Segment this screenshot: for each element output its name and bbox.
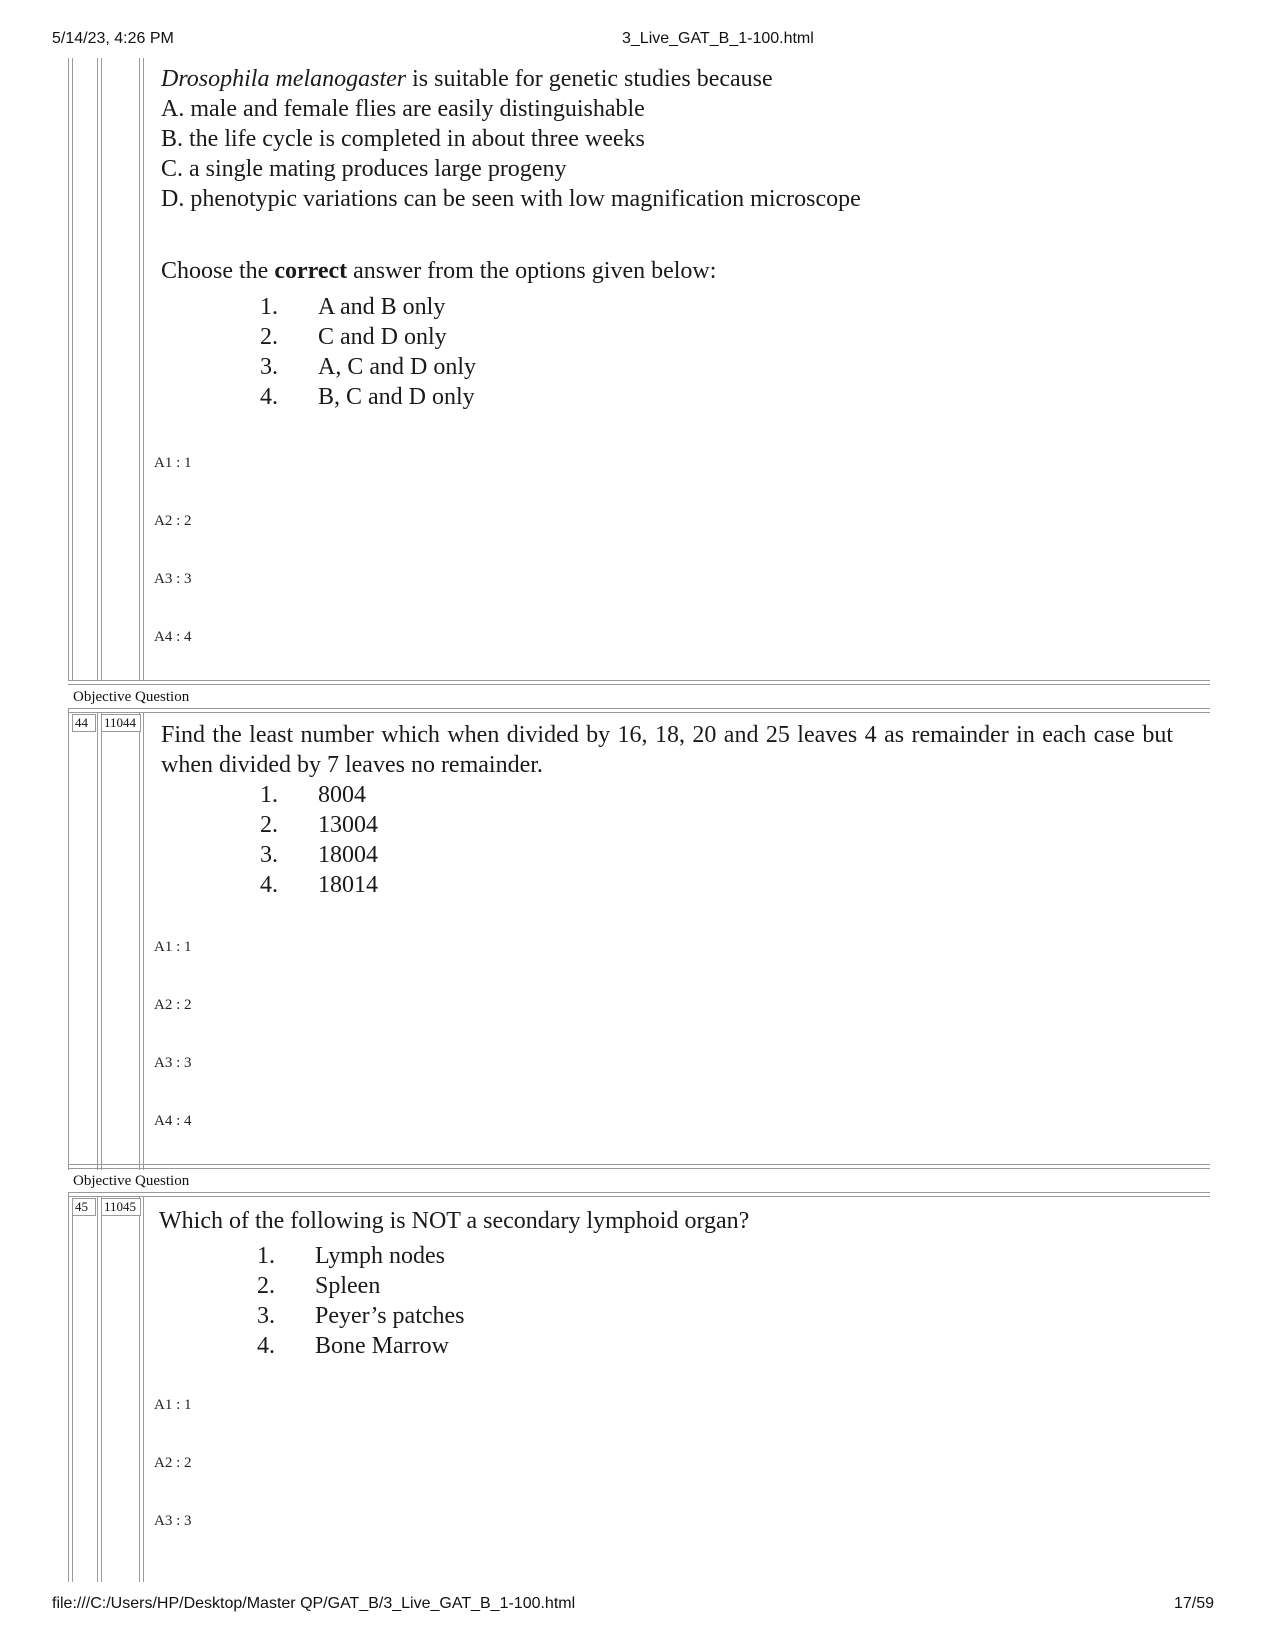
option-text: Spleen (315, 1273, 381, 1299)
answer-key-a4: A4 : 4 (154, 629, 192, 645)
option-text: C and D only (318, 324, 447, 350)
answer-key-a4: A4 : 4 (154, 1113, 192, 1129)
option-text: 18014 (318, 872, 378, 898)
answer-key-a1: A1 : 1 (154, 1397, 192, 1413)
option-text: B, C and D only (318, 384, 475, 410)
question-43-instruction: Choose the correct answer from the options given below: (161, 258, 717, 284)
answer-key-a1: A1 : 1 (154, 939, 192, 955)
option-number: 3. (260, 842, 278, 868)
option-text: Peyer’s patches (315, 1303, 465, 1329)
question-number: 45 (72, 1198, 96, 1216)
option-number: 3. (260, 354, 278, 380)
option-number: 4. (260, 384, 278, 410)
option-number: 2. (257, 1273, 275, 1299)
option-number: 1. (260, 782, 278, 808)
question-number: 44 (72, 714, 96, 732)
option-number: 1. (260, 294, 278, 320)
option-number: 2. (260, 812, 278, 838)
option-text: A, C and D only (318, 354, 476, 380)
option-text: 8004 (318, 782, 366, 808)
statement-c: C. a single mating produces large progeny (161, 156, 567, 182)
option-text: 18004 (318, 842, 378, 868)
answer-key-a3: A3 : 3 (154, 1055, 192, 1071)
answer-key-a3: A3 : 3 (154, 1513, 192, 1529)
question-id: 11044 (101, 714, 141, 732)
answer-key-a2: A2 : 2 (154, 513, 192, 529)
statement-b: B. the life cycle is completed in about three weeks (161, 126, 645, 152)
option-text: Lymph nodes (315, 1243, 445, 1269)
question-id: 11045 (101, 1198, 141, 1216)
option-number: 4. (260, 872, 278, 898)
option-text: Bone Marrow (315, 1333, 449, 1359)
print-datetime: 5/14/23, 4:26 PM (52, 30, 174, 47)
statement-d: D. phenotypic variations can be seen with low magnification microscope (161, 186, 861, 212)
option-text: A and B only (318, 294, 446, 320)
print-page-title: 3_Live_GAT_B_1-100.html (622, 30, 814, 47)
question-44-stem: Find the least number which when divided by 16, 18, 20 and 25 leaves 4 as remainder in each case but when divided by 7 leaves no remainder. (161, 722, 1173, 778)
answer-key-a3: A3 : 3 (154, 571, 192, 587)
option-number: 2. (260, 324, 278, 350)
option-text: 13004 (318, 812, 378, 838)
option-number: 1. (257, 1243, 275, 1269)
answer-key-a2: A2 : 2 (154, 1455, 192, 1471)
print-file-path: file:///C:/Users/HP/Desktop/Master QP/GAT_B/3_Live_GAT_B_1-100.html (52, 1595, 576, 1612)
question-type-label: Objective Question (73, 1173, 190, 1189)
answer-key-a2: A2 : 2 (154, 997, 192, 1013)
option-number: 4. (257, 1333, 275, 1359)
question-43-stem: Drosophila melanogaster is suitable for genetic studies because (161, 66, 773, 92)
answer-key-a1: A1 : 1 (154, 455, 192, 471)
option-number: 3. (257, 1303, 275, 1329)
question-45-stem: Which of the following is NOT a secondary lymphoid organ? (159, 1208, 750, 1234)
print-page-number: 17/59 (1174, 1595, 1215, 1612)
question-type-label: Objective Question (73, 689, 190, 705)
statement-a: A. male and female flies are easily distinguishable (161, 96, 645, 122)
